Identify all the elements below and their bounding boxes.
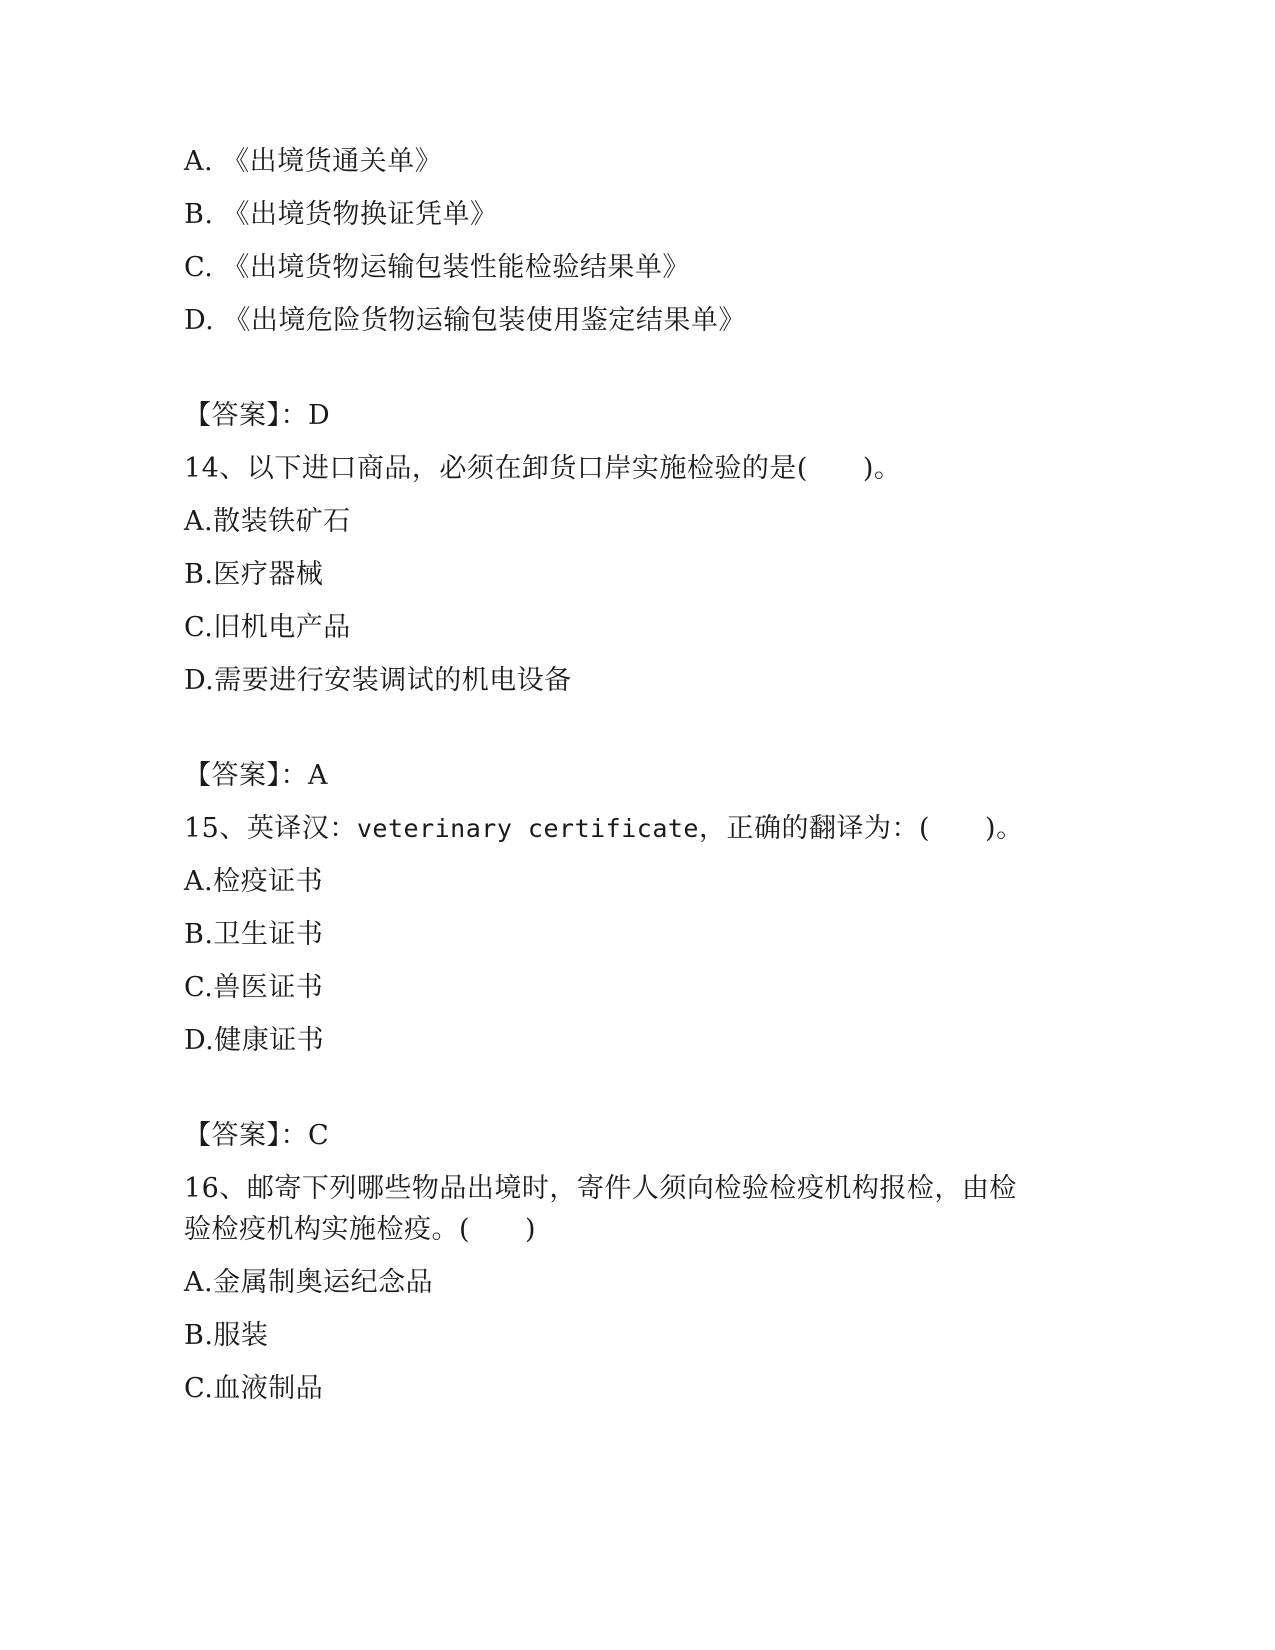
q15-answer: 【答案】：C bbox=[184, 1120, 330, 1151]
q13-option-d: D. 《出境危险货物运输包装使用鉴定结果单》 bbox=[184, 305, 746, 336]
q15-option-b: B.卫生证书 bbox=[184, 919, 324, 950]
q14-answer: 【答案】：A bbox=[184, 760, 328, 791]
q14-option-a: A.散装铁矿石 bbox=[184, 506, 351, 537]
q13-option-c: C. 《出境货物运输包装性能检验结果单》 bbox=[184, 252, 690, 283]
q15-question-suffix: ，正确的翻译为：( )。 bbox=[699, 813, 1024, 844]
q14-option-d: D.需要进行安装调试的机电设备 bbox=[184, 665, 572, 696]
q15-option-a: A.检疫证书 bbox=[184, 866, 324, 897]
q13-option-b: B. 《出境货物换证凭单》 bbox=[184, 199, 498, 230]
q14-option-b: B.医疗器械 bbox=[184, 559, 324, 590]
q15-question bbox=[184, 809, 1024, 849]
q15-option-c: C.兽医证书 bbox=[184, 972, 324, 1003]
q15-question-term: veterinary certificate bbox=[356, 814, 699, 843]
q16-question-line1: 16、邮寄下列哪些物品出境时，寄件人须向检验检疫机构报检，由检 bbox=[184, 1173, 1017, 1204]
q16-option-a: A.金属制奥运纪念品 bbox=[184, 1267, 434, 1298]
q16-option-b: B.服装 bbox=[184, 1320, 269, 1351]
q15-option-d: D.健康证书 bbox=[184, 1025, 325, 1056]
q13-option-a: A. 《出境货通关单》 bbox=[184, 146, 443, 177]
q16-question-line2: 验检疫机构实施检疫。( ) bbox=[184, 1214, 537, 1245]
q14-option-c: C.旧机电产品 bbox=[184, 612, 351, 643]
q13-answer: 【答案】：D bbox=[184, 400, 331, 431]
q14-question: 14、以下进口商品，必须在卸货口岸实施检验的是( )。 bbox=[184, 453, 902, 484]
q15-question-prefix: 15、英译汉： bbox=[184, 813, 357, 844]
q16-option-c: C.血液制品 bbox=[184, 1373, 324, 1404]
